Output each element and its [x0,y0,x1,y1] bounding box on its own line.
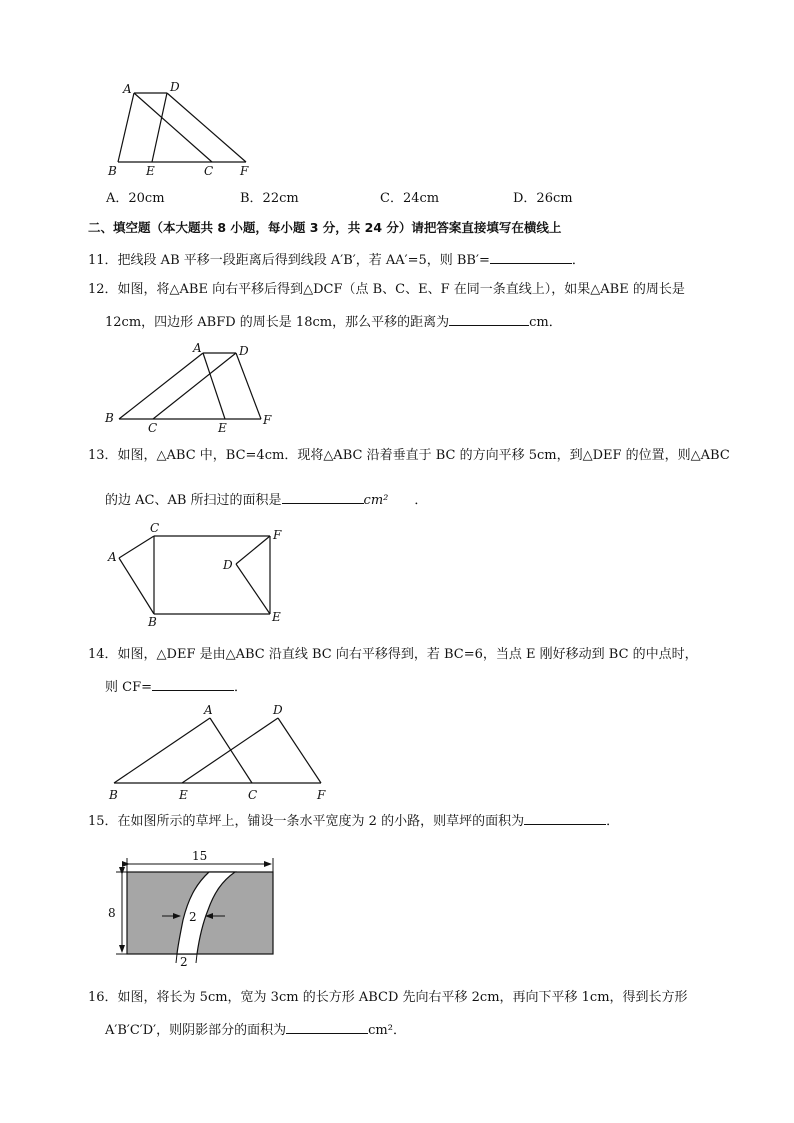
q15-end: ． [606,814,620,829]
q13-end: ． [414,493,428,508]
q13-label-f: F [273,528,282,542]
q12-segment-df [236,353,261,419]
q14-line1: 14．如图，△DEF 是由△ABC 沿直线 BC 向右平移得到，若 BC=6，当点 E 刚好移动到 BC 的中点时， [88,647,698,662]
q13-segment-df [236,536,270,564]
q13-unit: cm² [363,493,389,508]
q10-label-e: E [146,164,155,178]
q15-label-2-bottom: 2 [180,955,188,969]
q12-label-c: C [148,421,158,435]
q16-answer-blank[interactable] [286,1021,368,1034]
q15-label-15: 15 [192,849,208,863]
q10-label-b: B [108,164,117,178]
q12-segment-dc [153,353,236,419]
q10-label-d: D [170,80,180,94]
q13-segment-de [236,564,270,614]
q13-segment-ab [119,558,154,614]
q14-label-e: E [179,788,188,802]
q14-label-b: B [109,788,118,802]
q14-label-c: C [248,788,258,802]
q10-figure [100,80,270,180]
q12-segment-ae [203,353,225,419]
q14-answer-blank[interactable] [152,678,234,691]
q14-label-a: A [204,703,213,717]
q15-label-8: 8 [108,906,116,920]
q10-option-b: B．22cm [240,191,299,206]
q13-segment-ac [119,536,154,558]
q10-segment-de [152,93,167,162]
q13-label-b: B [148,615,157,629]
q12-figure [100,340,280,435]
q16-unit: cm²． [368,1023,406,1038]
q14-figure [100,700,340,805]
q13-figure [100,520,300,630]
q10-option-c: C．24cm [380,191,440,206]
q13-label-d: D [223,558,233,572]
q12-label-d: D [239,344,249,358]
q15-text: 15．在如图所示的草坪上，铺设一条水平宽度为 2 的小路，则草坪的面积为 [88,814,525,829]
q15-label-2-middle: 2 [189,910,197,924]
q10-label-f: F [240,164,249,178]
q15-line [88,812,619,830]
q14-line2 [105,678,247,696]
q12-line1: 12．如图，将△ABE 向右平移后得到△DCF（点 B、C、E、F 在同一条直线上），如果△ABE 的周长是 [88,282,685,297]
q13-answer-blank[interactable] [282,491,364,504]
q15-road-extension-left [176,954,177,963]
q15-road-extension-right [196,954,197,963]
q15-answer-blank[interactable] [524,812,606,825]
q10-option-a: A．20cm [106,191,165,206]
q10-segment-df [167,93,246,162]
q11-answer-blank[interactable] [490,251,572,264]
q14-label-f: F [317,788,326,802]
q12-line2-text: 12cm，四边形 ABFD 的周长是 18cm，那么平移的距离为 [105,315,450,330]
q12-label-b: B [105,411,114,425]
q14-line2-text: 则 CF= [105,680,152,695]
q10-label-a: A [123,82,132,96]
q12-segment-ab [119,353,203,419]
q10-segment-ab [118,93,134,162]
q10-option-d: D．26cm [513,191,573,206]
q12-answer-blank[interactable] [449,313,529,326]
q12-line2 [105,313,562,331]
q12-label-e: E [218,421,227,435]
q10-label-c: C [204,164,214,178]
q11-line [88,251,585,269]
q16-line1: 16．如图，将长为 5cm，宽为 3cm 的长方形 ABCD 先向右平移 2cm，再向下平移 1cm，得到长方形 [88,990,688,1005]
q14-segment-df [278,718,321,783]
q12-unit: cm． [529,315,562,330]
q13-line2-text: 的边 AC、AB 所扫过的面积是 [105,493,282,508]
q16-line2-text: A′B′C′D′，则阴影部分的面积为 [105,1023,287,1038]
q12-label-f: F [263,413,272,427]
q14-end: ． [234,680,248,695]
q16-line2 [105,1021,406,1039]
q12-label-a: A [193,341,202,355]
q13-line1: 13．如图，△ABC 中，BC=4cm．现将△ABC 沿着垂直于 BC 的方向平移 5cm，到△DEF 的位置，则△ABC [88,448,730,463]
q13-label-c: C [150,521,160,535]
q13-label-a: A [108,550,117,564]
q11-text: 11．把线段 AB 平移一段距离后得到线段 A′B′，若 AA′=5，则 BB′= [88,253,490,268]
q13-label-e: E [272,610,281,624]
q10-segment-ac [134,93,212,162]
section2-title: 二、填空题（本大题共 8 小题，每小题 3 分，共 24 分）请把答案直接填写在横线上 [88,220,562,235]
q13-line2 [105,491,427,509]
q11-end: ． [571,253,585,268]
q14-label-d: D [273,703,283,717]
q10-lines [118,93,246,162]
q15-figure [100,845,290,970]
